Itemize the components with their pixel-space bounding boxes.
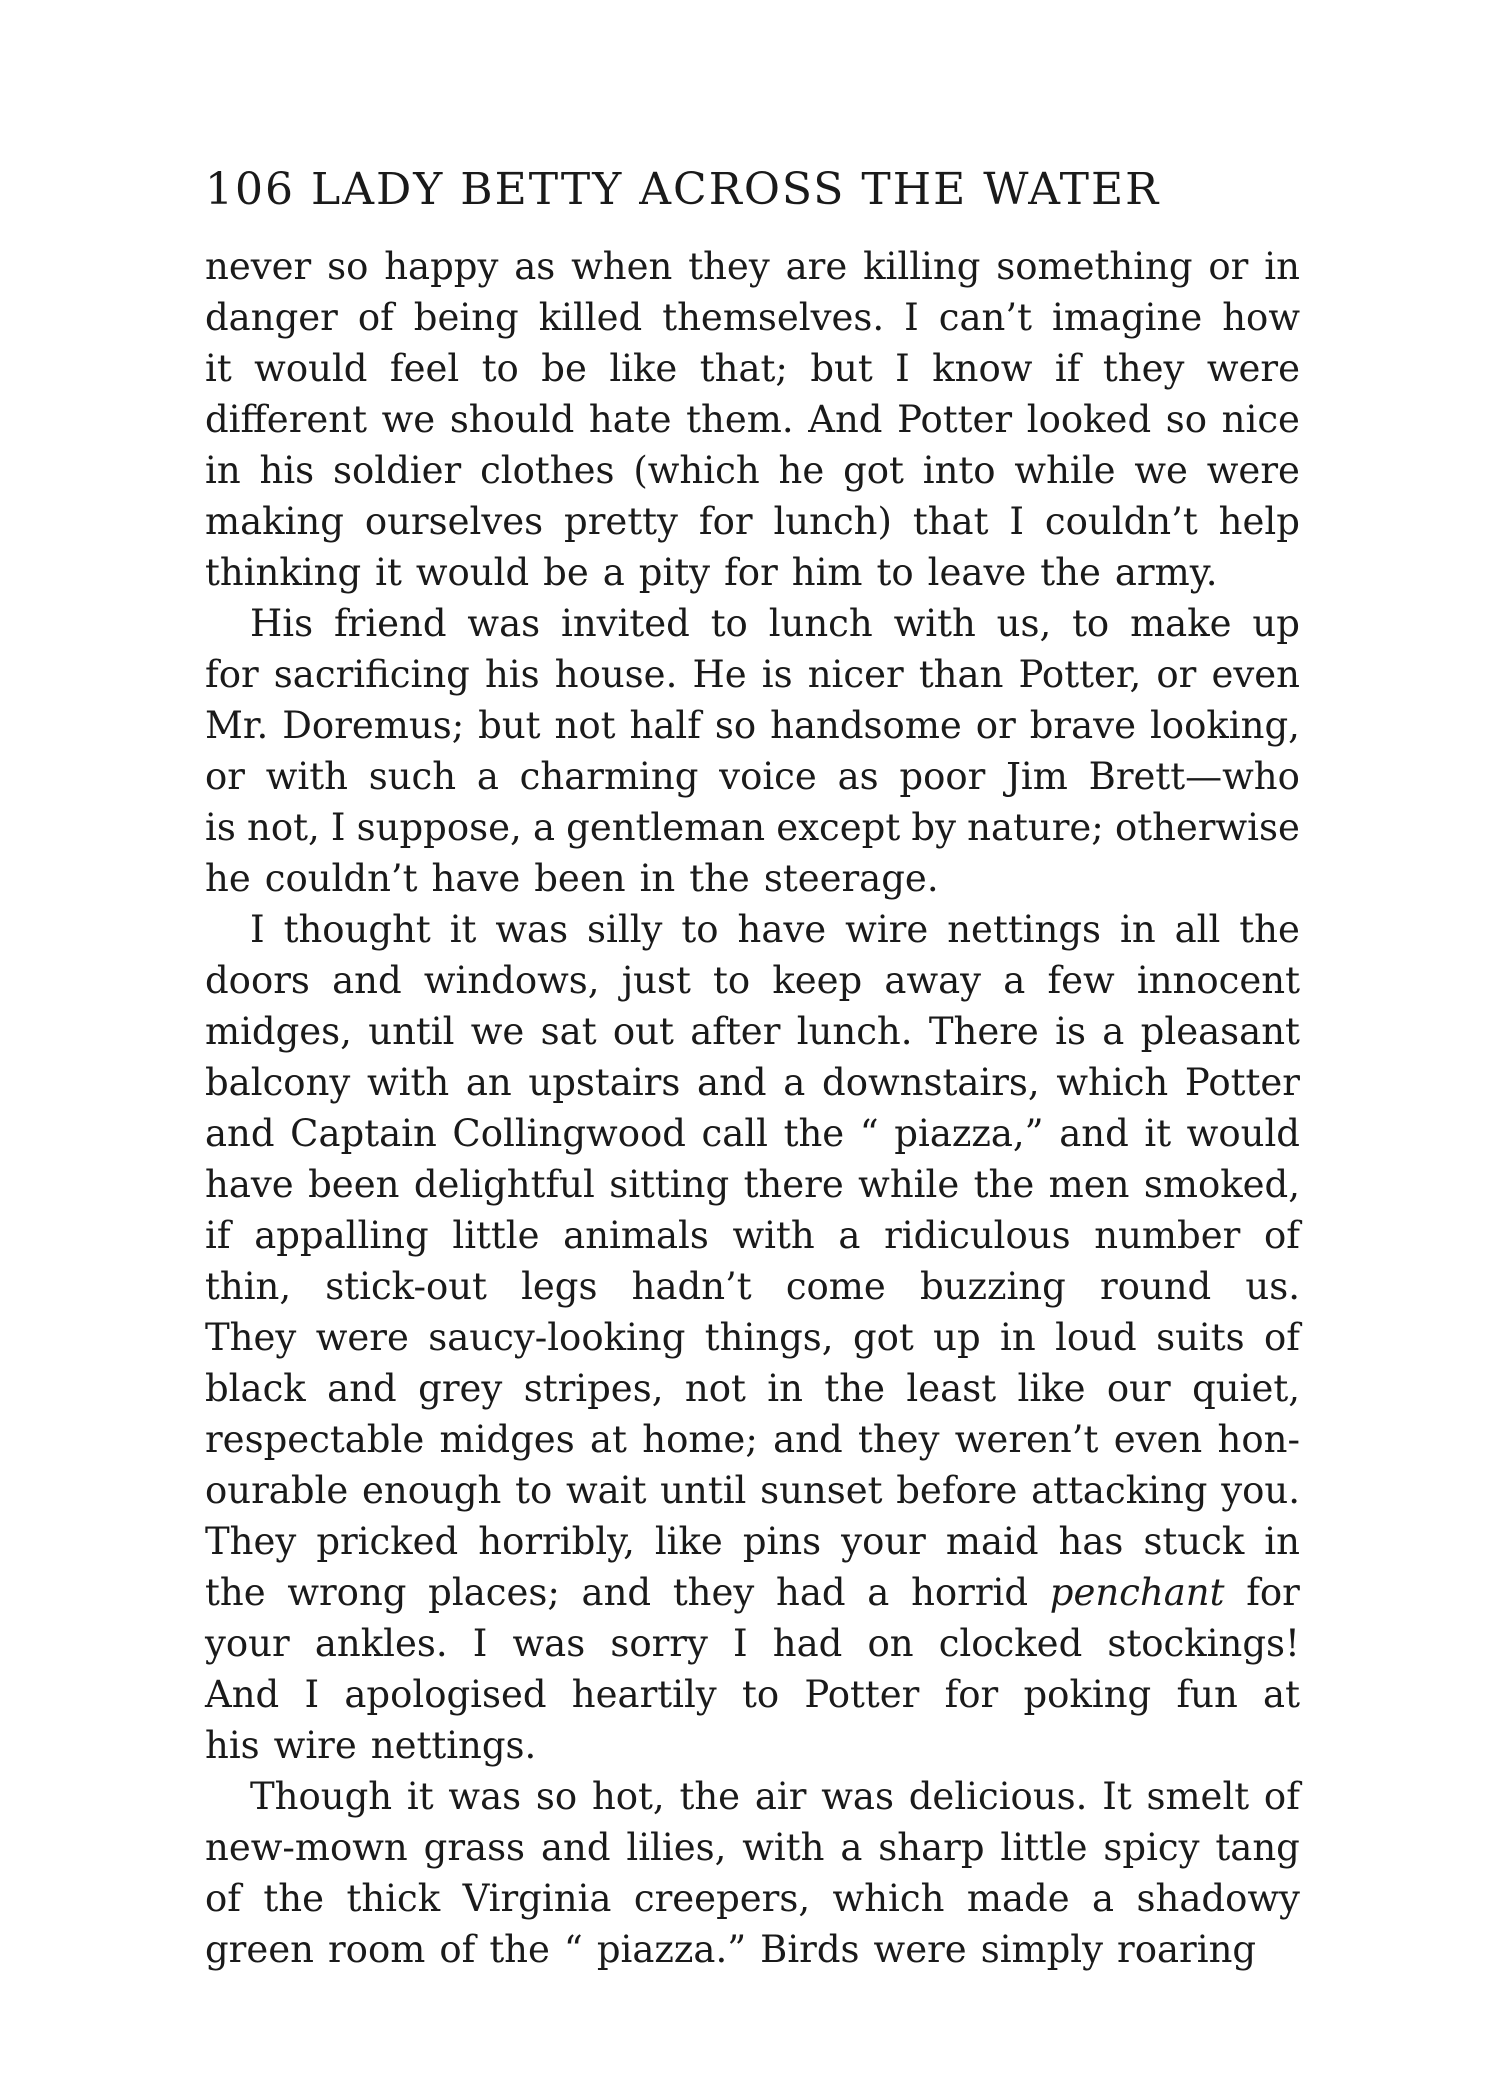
text-line: or with such a charming voice as poor Jim Brett—who: [205, 755, 1300, 798]
text-line: and Captain Collingwood call the “ piazza,” and it would: [205, 1112, 1300, 1155]
text-line: making ourselves pretty for lunch) that I couldn’t help: [205, 500, 1300, 543]
text-line: midges, until we sat out after lunch. There is a pleasant: [205, 1010, 1300, 1053]
text-line: thin, stick-out legs hadn’t come buzzing round us.: [205, 1265, 1300, 1308]
text-line: if appalling little animals with a ridiculous number of: [205, 1214, 1300, 1257]
text-line: Though it was so hot, the air was delicious. It smelt of: [250, 1775, 1300, 1818]
text-line: your ankles. I was sorry I had on clocked stockings!: [205, 1622, 1300, 1665]
running-head: 106 LADY BETTY ACROSS THE WATER: [205, 164, 1161, 215]
text-line: new-mown grass and lilies, with a sharp little spicy tang: [205, 1826, 1300, 1869]
text-line: in his soldier clothes (which he got into while we were: [205, 449, 1300, 492]
text-line: it would feel to be like that; but I know if they were: [205, 347, 1300, 390]
text-line: And I apologised heartily to Potter for poking fun at: [205, 1673, 1300, 1716]
text-line: Mr. Doremus; but not half so handsome or brave looking,: [205, 704, 1300, 747]
text-line: the wrong places; and they had a horrid penchant for: [205, 1571, 1300, 1614]
text-line: danger of being killed themselves. I can’t imagine how: [205, 296, 1300, 339]
text-line: black and grey stripes, not in the least like our quiet,: [205, 1367, 1300, 1410]
paragraph: [205, 1771, 1300, 1975]
paragraph: [205, 598, 1300, 904]
body-text: [205, 241, 1300, 1975]
text-line: His friend was invited to lunch with us, to make up: [250, 602, 1300, 645]
text-line: never so happy as when they are killing something or in: [205, 245, 1300, 288]
text-line: I thought it was silly to have wire nettings in all the: [250, 908, 1300, 951]
text-line: balcony with an upstairs and a downstairs, which Potter: [205, 1061, 1300, 1104]
text-line: his wire nettings.: [205, 1724, 537, 1767]
text-line: green room of the “ piazza.” Birds were simply roaring: [205, 1928, 1257, 1971]
text-line: have been delightful sitting there while the men smoked,: [205, 1163, 1300, 1206]
text-line: ourable enough to wait until sunset before attacking you.: [205, 1469, 1300, 1512]
text-line: he couldn’t have been in the steerage.: [205, 857, 939, 900]
text-line: for sacrificing his house. He is nicer than Potter, or even: [205, 653, 1300, 696]
text-line: thinking it would be a pity for him to leave the army.: [205, 551, 1218, 594]
paragraph: [205, 904, 1300, 1771]
text-line: different we should hate them. And Potter looked so nice: [205, 398, 1300, 441]
text-line: respectable midges at home; and they weren’t even hon-: [205, 1418, 1300, 1461]
text-line: doors and windows, just to keep away a few innocent: [205, 959, 1300, 1002]
text-line: is not, I suppose, a gentleman except by nature; otherwise: [205, 806, 1300, 849]
paragraph: [205, 241, 1300, 598]
text-line: They pricked horribly, like pins your maid has stuck in: [205, 1520, 1300, 1563]
text-line: of the thick Virginia creepers, which made a shadowy: [205, 1877, 1300, 1920]
text-line: They were saucy-looking things, got up in loud suits of: [205, 1316, 1300, 1359]
